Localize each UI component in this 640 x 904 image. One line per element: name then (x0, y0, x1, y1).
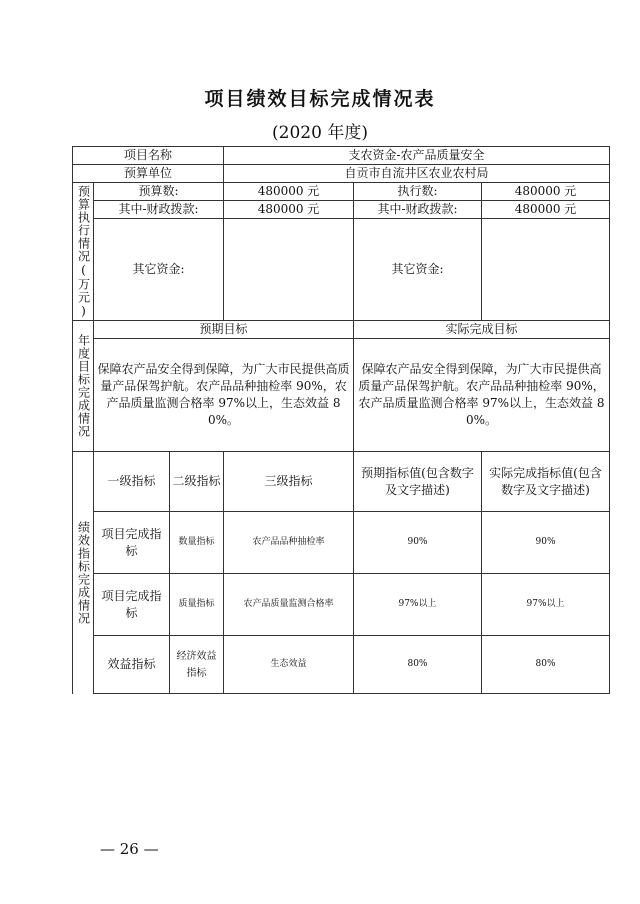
indicator-level2: 数量指标 (170, 512, 224, 574)
indicator-level1: 项目完成指标 (94, 574, 170, 636)
budget-section-label: 预算执行情况(万元) (73, 183, 94, 321)
execution-amount-value: 480000 元 (482, 183, 610, 201)
expected-goal-text: 保障农产品安全得到保障，为广大市民提供高质量产品保驾护航。农产品品种抽检率 90%，农产品质量监测合格率 97%以上，生态效益 80%。 (94, 339, 354, 452)
fiscal-budget-label: 其中-财政拨款: (94, 201, 224, 219)
project-name-label: 项目名称 (73, 147, 224, 165)
other-funds-execution-value (482, 219, 610, 321)
indicator-expected: 97%以上 (354, 574, 482, 636)
indicator-level3: 农产品品种抽检率 (224, 512, 354, 574)
project-name-value: 支农资金-农产品质量安全 (224, 147, 610, 165)
actual-value-header: 实际完成指标值(包含数字及文字描述) (482, 452, 610, 512)
level2-header: 二级指标 (170, 452, 224, 512)
goal-text-row (73, 339, 610, 452)
actual-goal-header: 实际完成目标 (354, 321, 610, 339)
indicator-level1: 效益指标 (94, 636, 170, 694)
indicator-header-row (73, 452, 610, 512)
other-funds-execution-label: 其它资金: (354, 219, 482, 321)
budget-unit-label: 预算单位 (73, 165, 224, 183)
budget-amount-row (73, 183, 610, 201)
goal-header-row (73, 321, 610, 339)
year-subtitle: (2020 年度) (272, 123, 368, 143)
indicator-actual: 97%以上 (482, 574, 610, 636)
indicator-row (73, 574, 610, 636)
project-name-row (73, 147, 610, 165)
budget-unit-row (73, 165, 610, 183)
indicator-expected: 80% (354, 636, 482, 694)
indicator-row (73, 636, 610, 694)
level1-header: 一级指标 (94, 452, 170, 512)
budget-amount-label: 预算数: (94, 183, 224, 201)
page-title: 项目绩效目标完成情况表 (204, 88, 436, 110)
expected-value-header: 预期指标值(包含数字及文字描述) (354, 452, 482, 512)
indicator-actual: 80% (482, 636, 610, 694)
indicator-level3: 农产品质量监测合格率 (224, 574, 354, 636)
other-funds-row (73, 219, 610, 321)
perf-section-label: 绩效指标完成情况 (73, 452, 94, 694)
indicator-row (73, 512, 610, 574)
indicator-level3: 生态效益 (224, 636, 354, 694)
annual-section-label: 年度目标完成情况 (73, 321, 94, 452)
performance-table (72, 146, 610, 694)
expected-goal-header: 预期目标 (94, 321, 354, 339)
indicator-actual: 90% (482, 512, 610, 574)
fiscal-budget-value: 480000 元 (224, 201, 354, 219)
level3-header: 三级指标 (224, 452, 354, 512)
page-number: — 26 — (100, 840, 159, 858)
actual-goal-text: 保障农产品安全得到保障，为广大市民提供高质量产品保驾护航。农产品品种抽检率 90%，农产品质量监测合格率 97%以上，生态效益 80%。 (354, 339, 610, 452)
fiscal-row (73, 201, 610, 219)
indicator-expected: 90% (354, 512, 482, 574)
indicator-level2: 质量指标 (170, 574, 224, 636)
fiscal-execution-value: 480000 元 (482, 201, 610, 219)
fiscal-execution-label: 其中-财政拨款: (354, 201, 482, 219)
budget-amount-value: 480000 元 (224, 183, 354, 201)
execution-amount-label: 执行数: (354, 183, 482, 201)
other-funds-budget-label: 其它资金: (94, 219, 224, 321)
indicator-level2: 经济效益指标 (170, 636, 224, 694)
other-funds-budget-value (224, 219, 354, 321)
budget-unit-value: 自贡市自流井区农业农村局 (224, 165, 610, 183)
indicator-level1: 项目完成指标 (94, 512, 170, 574)
